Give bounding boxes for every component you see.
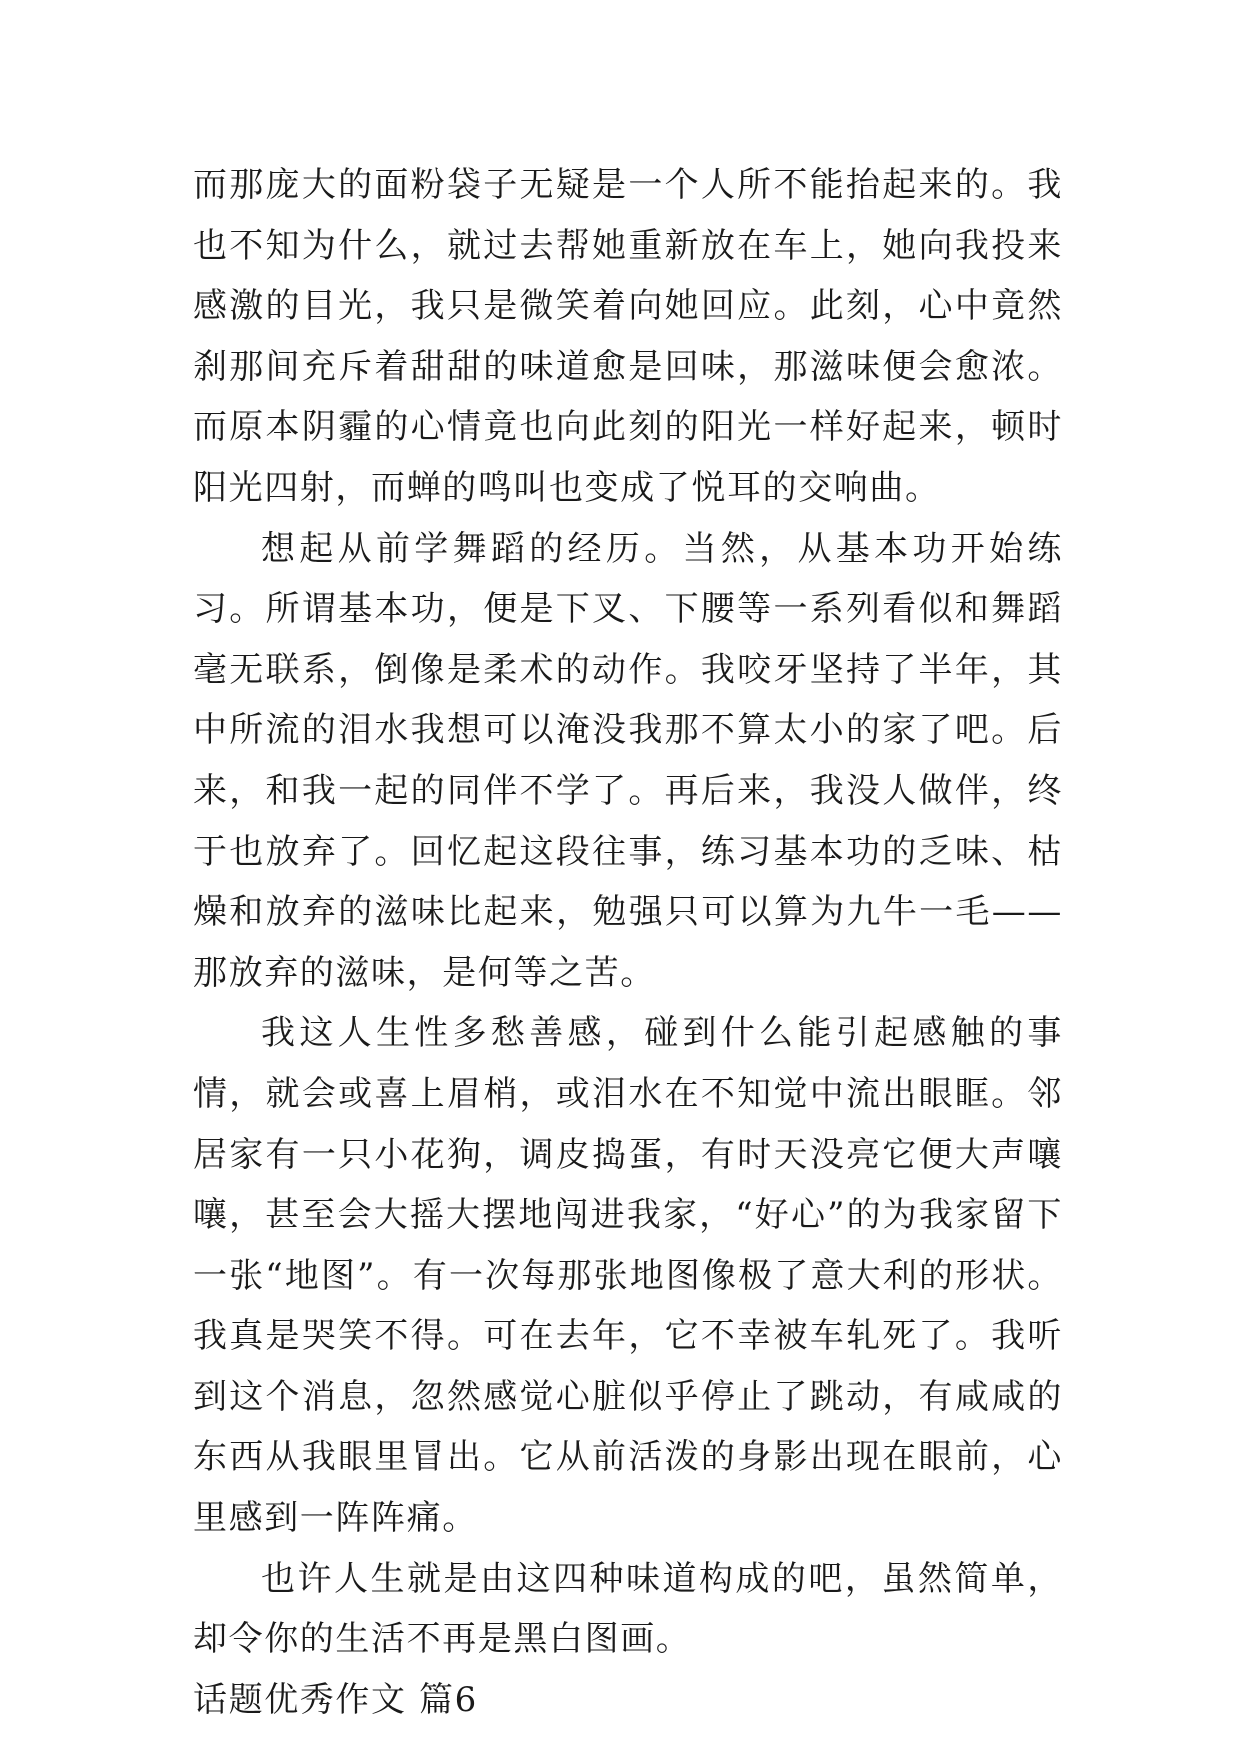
section-heading: 话题优秀作文 篇6: [193, 1679, 478, 1720]
document-body: [193, 155, 1063, 1730]
paragraph-1: 而那庞大的面粉袋子无疑是一个人所不能抬起来的。我也不知为什么，就过去帮她重新放在车上，她向我投来感激的目光，我只是微笑着向她回应。此刻，心中竟然刹那间充斥着甜甜的味道愈是回味，那滋味便会愈浓。而原本阴霾的心情竟也向此刻的阳光一样好起来，顿时阳光四射，而蝉的鸣叫也变成了悦耳的交响曲。: [193, 165, 1063, 508]
paragraph-3: 我这人生性多愁善感，碰到什么能引起感触的事情，就会或喜上眉梢，或泪水在不知觉中流出眼眶。邻居家有一只小花狗，调皮捣蛋，有时天没亮它便大声嚷嚷，甚至会大摇大摆地闯进我家，“好心”的为我家留下一张“地图”。有一次每那张地图像极了意大利的形状。我真是哭笑不得。可在去年，它不幸被车轧死了。我听到这个消息，忽然感觉心脏似乎停止了跳动，有咸咸的东西从我眼里冒出。它从前活泼的身影出现在眼前，心里感到一阵阵痛。: [193, 1013, 1063, 1539]
paragraph-4: 也许人生就是由这四种味道构成的吧，虽然简单，却令你的生活不再是黑白图画。: [193, 1558, 1063, 1660]
paragraph-2: 想起从前学舞蹈的经历。当然，从基本功开始练习。所谓基本功，便是下叉、下腰等一系列看似和舞蹈毫无联系，倒像是柔术的动作。我咬牙坚持了半年，其中所流的泪水我想可以淹没我那不算太小的家了吧。后来，和我一起的同伴不学了。再后来，我没人做伴，终于也放弃了。回忆起这段往事，练习基本功的乏味、枯燥和放弃的滋味比起来，勉强只可以算为九牛一毛——那放弃的滋味，是何等之苦。: [193, 528, 1063, 993]
